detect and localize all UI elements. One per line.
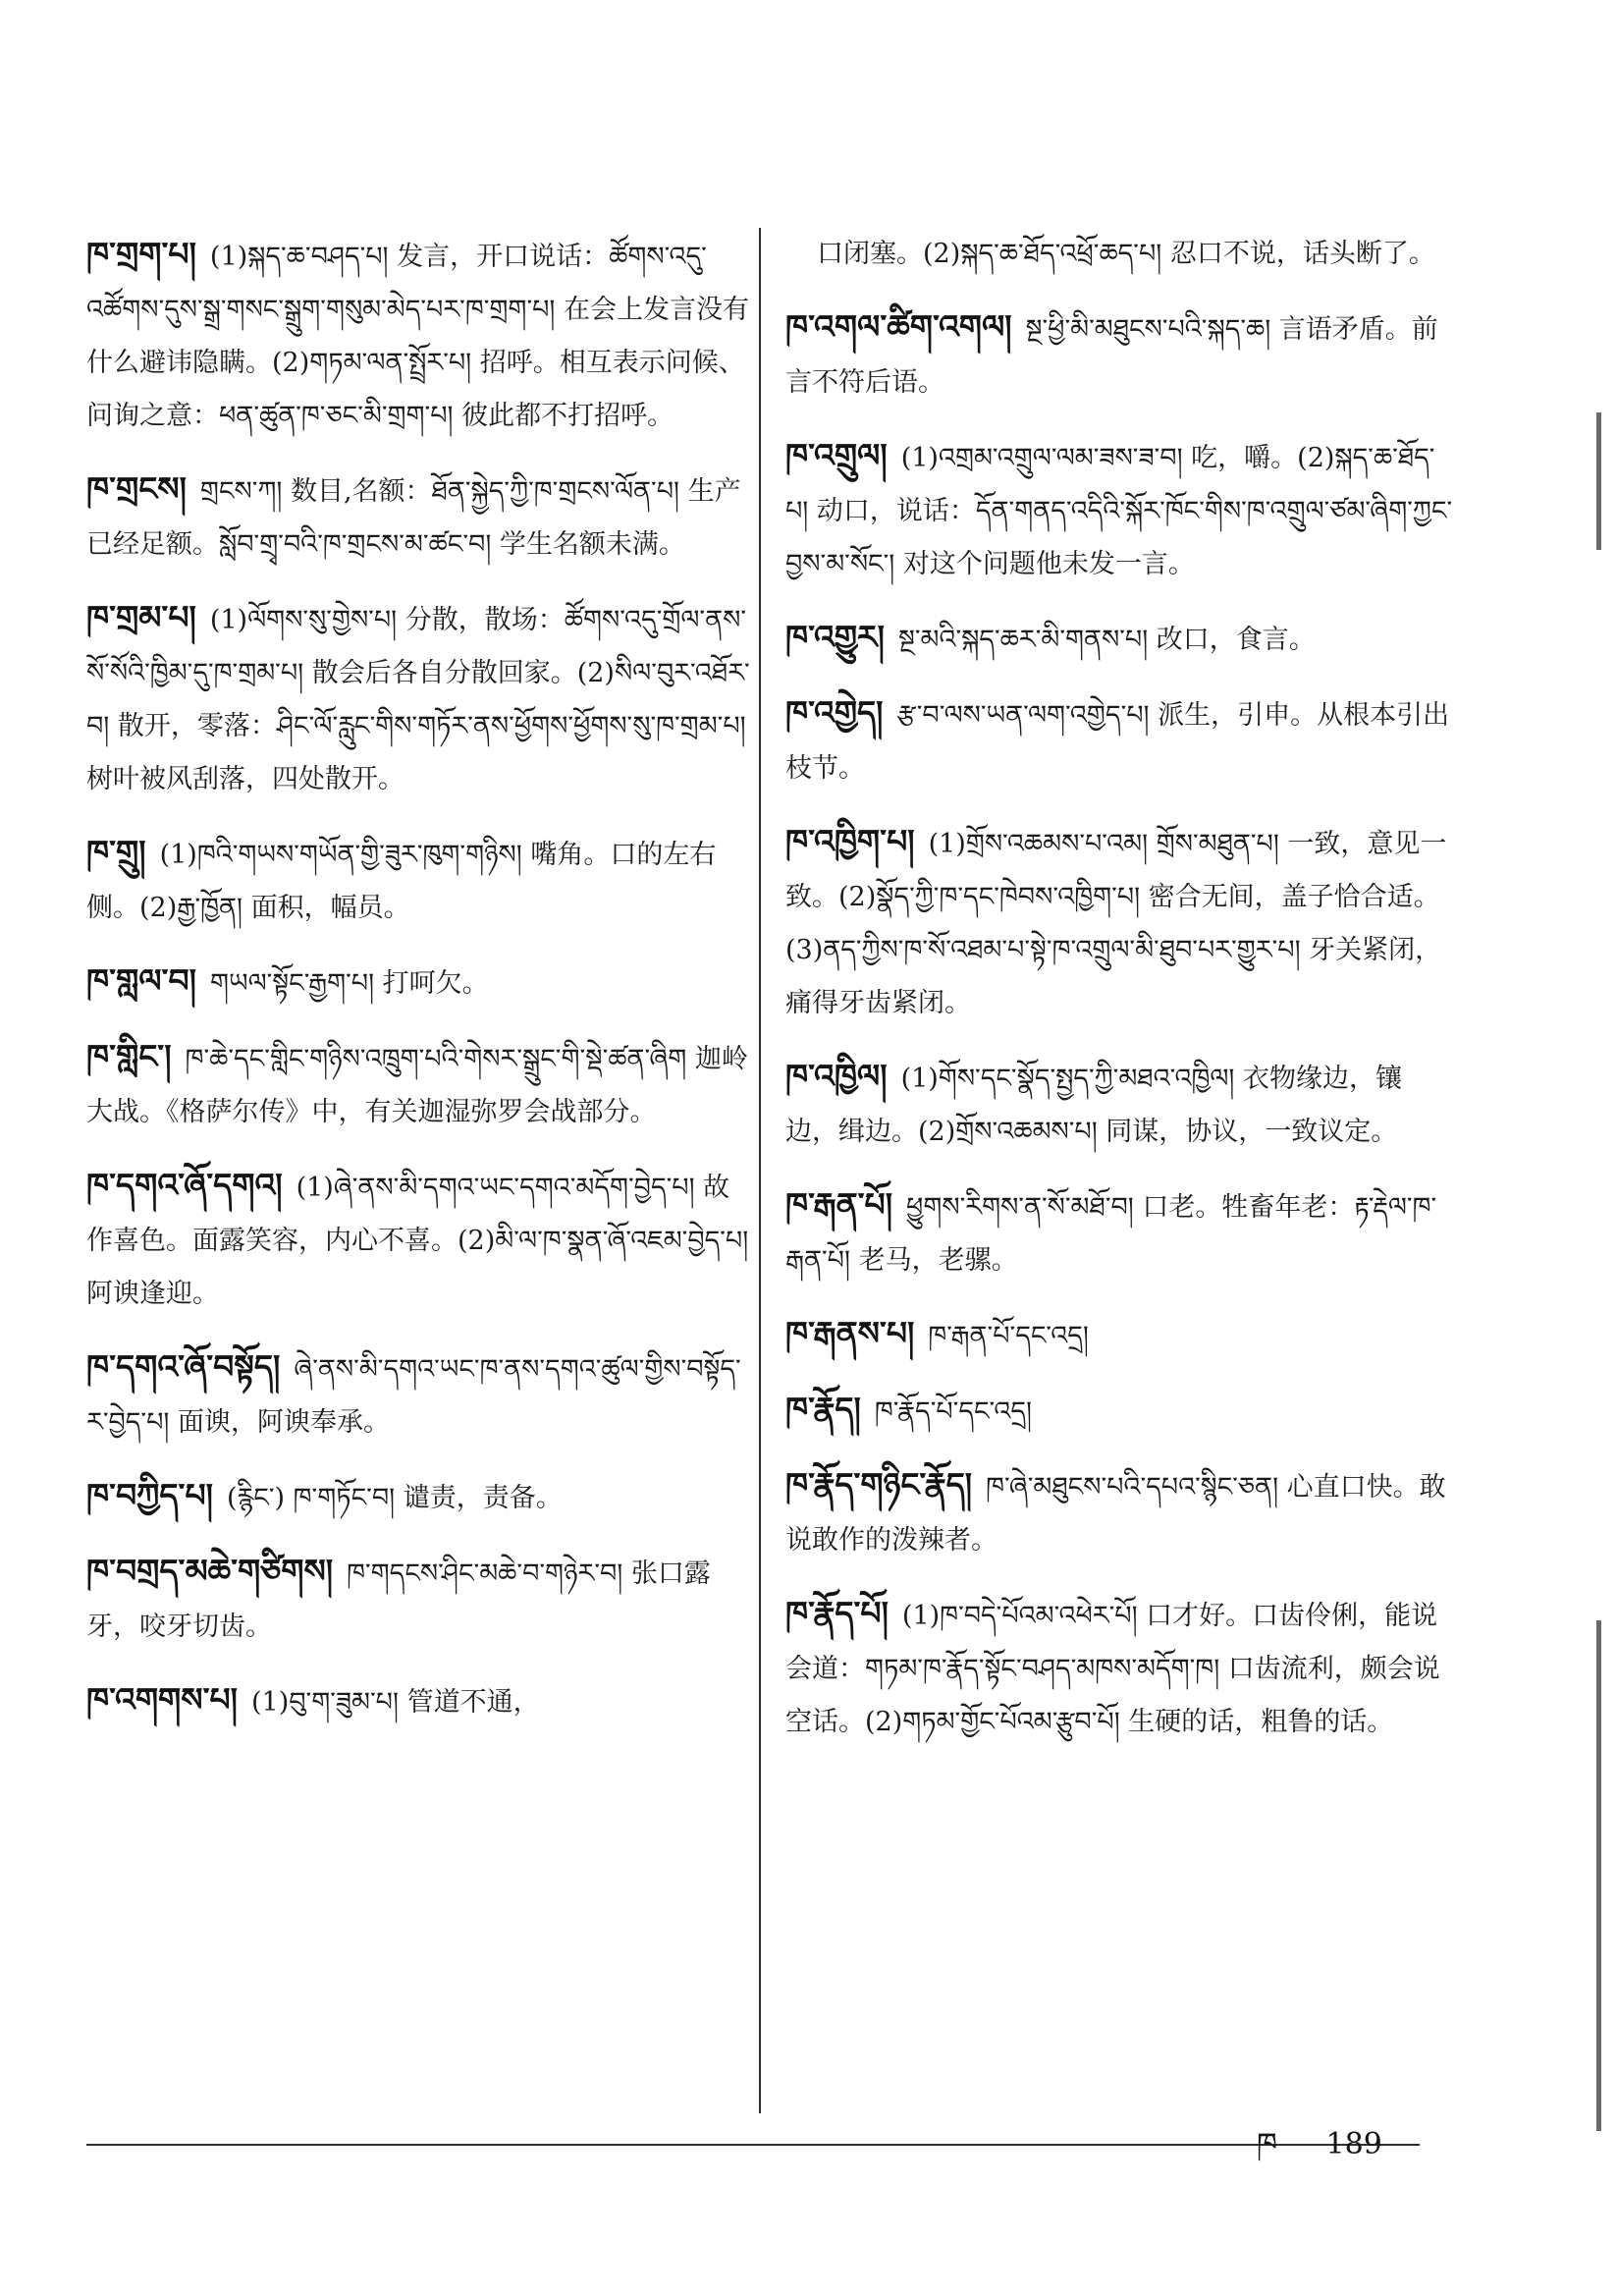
definition: གྲངས་ཀ། 数目,名额：ཐོན་སྐྱེད་ཀྱི་ཁ་གྲངས་ལོན་པ། 生产已经足额。སློབ་གྲྭ་བའི་ཁ་གྲངས་མ་ཚང་བ། 学生名额未满。 <box>86 476 741 560</box>
dictionary-entry <box>86 1159 754 1321</box>
definition: (1)སྐད་ཆ་བཤད་པ། 发言，开口说话：ཚོགས་འདུ་འཚོགས་དུས་སྒྲ་གསང་སྒྲུག་གསུམ་མེད་པར་ཁ་གྲག་པ། 在会上发言没有什么避讳隐瞒。(2)གཏམ་ལན་སྤྲོར་པ། 招呼。相互表示问候、问询之意：ཕན་ཚུན་ཁ་ཅང་མི་གྲག་པ། 彼此都不打招呼。 <box>86 242 749 431</box>
definition: ཁ་རྒན་པོ་དང་འདྲ། <box>928 1321 1089 1351</box>
headword: ཁ་འཁྱིག་པ། <box>785 822 915 860</box>
definition: (1)ཞེ་ནས་མི་དགའ་ཡང་དགའ་མདོག་བྱེད་པ། 故作喜色。面露笑容，内心不喜。(2)མི་ལ་ཁ་སྣན་ཞོ་འཇམ་བྱེད་པ། 阿谀逢迎。 <box>86 1173 749 1309</box>
dictionary-entry <box>86 1545 754 1654</box>
dictionary-entry <box>86 1469 754 1525</box>
dictionary-entry <box>86 463 754 572</box>
dictionary-entry <box>785 1178 1453 1287</box>
dictionary-entry <box>86 1673 754 1729</box>
headword: ཁ་གླིང་། <box>86 1037 172 1075</box>
dictionary-entry <box>785 429 1453 591</box>
headword: ཁ་གྲངས། <box>86 469 187 508</box>
definition: (1)ལོགས་སུ་གྱེས་པ། 分散，散场：ཚོགས་འདུ་གྲོལ་ནས་སོ་སོའི་ཁྱིམ་དུ་ཁ་གྲམ་པ། 散会后各自分散回家。(2)སིལ་བུར་འཐོར་བ། 散开，零落：ཤིང་ལོ་རླུང་གིས་གཏོར་ནས་ཕྱོགས་ཕྱོགས་སུ་ཁ་གྲམ་པ། 树叶被风刮落，四处散开。 <box>86 605 750 794</box>
dictionary-entry <box>785 1587 1453 1749</box>
dictionary-entry <box>785 301 1453 410</box>
definition: (1)ཁའི་གཡས་གཡོན་གྱི་ཟུར་ཁུག་གཉིས། 嘴角。口的左右侧。(2)རྒྱ་ཁྱོན། 面积，幅员。 <box>86 840 717 923</box>
headword: ཁ་གྲམ་པ། <box>86 598 196 636</box>
headword: ཁ་བགྲད་མཆེ་གཙིགས། <box>86 1552 334 1590</box>
dictionary-entry <box>86 826 754 935</box>
column-divider <box>759 228 761 2113</box>
definition: ཁ་ཆེ་དང་གླིང་གཉིས་འཁྲུག་པའི་གེསར་སྒྲུང་གི་སྡེ་ཚན་ཞིག 迦岭大战。《格萨尔传》中，有关迦湿弥罗会战部分。 <box>86 1044 748 1127</box>
definition: ཞེ་ནས་མི་དགའ་ཡང་ཁ་ནས་དགའ་ཚུལ་གྱིས་བསྟོད་ར་བྱེད་པ། 面谀，阿谀奉承。 <box>86 1354 741 1438</box>
headword: ཁ་འགྲུལ། <box>785 436 888 474</box>
dictionary-entry-continued <box>785 228 1453 281</box>
definition: གཡལ་སྟོང་རྒྱག་པ། 打呵欠。 <box>209 968 489 999</box>
scan-edge-mark <box>1596 412 1601 550</box>
headword: ཁ་འགགས་པ། <box>86 1680 238 1719</box>
dictionary-entry <box>785 686 1453 795</box>
definition: སྔ་མའི་སྐད་ཆར་མི་གནས་པ། 改口，食言。 <box>897 625 1316 655</box>
definition: ཕྱུགས་རིགས་ན་སོ་མཐོ་བ། 口老。牲畜年老：རྟ་རྡེལ་ཁ་རྒན་པོ། 老马，老骡。 <box>785 1192 1437 1276</box>
scan-edge-mark <box>1596 1620 1601 2131</box>
headword: ཁ་འགྱུར། <box>785 618 885 656</box>
definition: (1)བུ་ག་ཟུམ་པ། 管道不通， <box>250 1687 540 1718</box>
headword: ཁ་འགྱེད། <box>785 693 884 732</box>
definition: (1)གྲོས་འཆམས་པ་འམ། གྲོས་མཐུན་པ། 一致，意见一致。(2)སྣོད་ཀྱི་ཁ་དང་ཁེབས་འཁྱིག་པ། 密合无间，盖子恰合适。(3)ནད་ཀྱིས་ཁ་སོ་འཐམ་པ་སྟེ་ཁ་འགྲུལ་མི་ཐུབ་པར་གྱུར་པ། 牙关紧闭，痛得牙齿紧闭。 <box>785 829 1447 1018</box>
definition: སྔ་ཕྱི་མི་མཐུངས་པའི་སྐད་ཆ། 言语矛盾。前言不符后语。 <box>785 314 1438 398</box>
dictionary-entry <box>86 228 754 443</box>
right-column <box>785 228 1453 1769</box>
headword: ཁ་རྣོད་པོ། <box>785 1594 889 1632</box>
definition: (1)འགྲམ་འགྲུལ་ལམ་ཟས་ཟ་བ། 吃，嚼。(2)སྐད་ཆ་ཐོད་པ། 动口，说话：དོན་གནད་འདིའི་སྐོར་ཁོང་གིས་ཁ་འགྲུལ་ཙམ་ཞིག་ཀྱང་བྱས་མ་སོང་། 对这个问题他未发一言。 <box>785 443 1453 579</box>
definition: (རྙིང་) ཁ་གཏོང་བ། 谴责，责备。 <box>226 1483 563 1513</box>
headword: ཁ་གྲག་པ། <box>86 235 196 273</box>
dictionary-entry <box>86 1340 754 1449</box>
definition: ཁ་གདངས་ཤིང་མཆེ་བ་གཉེར་བ། 张口露牙，咬牙切齿。 <box>86 1558 711 1642</box>
headword: ཁ་རྒན་པོ། <box>785 1185 893 1224</box>
headword: ཁ་རྒནས་པ། <box>785 1314 915 1352</box>
definition: (1)ཁ་བདེ་པོའམ་འཕེར་པོ། 口才好。口齿伶俐，能说会道：གཏམ་ཁ་རྣོད་སྟོང་བཤད་མཁས་མདོག་ཁ། 口齿流利，颇会说空话。(2)གཏམ་གྱོང་པོའམ་རྩུབ་པོ། 生硬的话，粗鲁的话。 <box>785 1601 1440 1737</box>
headword: ཁ་རྣོད་གཉིང་རྣོད། <box>785 1465 973 1503</box>
dictionary-entry <box>86 591 754 806</box>
headword: ཁ་འགལ་ཚིག་འགལ། <box>785 307 1012 346</box>
dictionary-entry <box>86 955 754 1011</box>
page-footer <box>1217 2111 1382 2194</box>
headword: ཁ་དགའ་ཞོ་དགའ། <box>86 1166 283 1204</box>
dictionary-entry <box>86 1030 754 1139</box>
headword: ཁ་བཀྱིད་པ། <box>86 1476 213 1514</box>
dictionary-entry <box>785 1383 1453 1439</box>
headword: ཁ་དགའ་ཞོ་བསྟོད། <box>86 1347 281 1386</box>
definition: ཁ་ཞེ་མཐུངས་པའི་དཔའ་སྙིང་ཅན། 心直口快。敢说敢作的泼辣者。 <box>785 1472 1446 1556</box>
dictionary-entry <box>785 1050 1453 1159</box>
definition: (1)གོས་དང་སྣོད་སྤྱད་ཀྱི་མཐའ་འཁྱིལ། 衣物缘边，镶边，缉边。(2)གྲོས་འཆམས་པ། 同谋，协议，一致议定。 <box>785 1064 1403 1147</box>
page-number: 189 <box>1325 2127 1382 2161</box>
dictionary-entry <box>785 611 1453 667</box>
dictionary-entry <box>785 815 1453 1030</box>
definition: ཁ་རྣོད་པོ་དང་འདྲ། <box>874 1396 1033 1427</box>
headword: ཁ་གྲུ། <box>86 833 146 871</box>
definition: 口闭塞。(2)སྐད་ཆ་ཐོད་འཕྲོ་ཆད་པ། 忍口不说，话头断了。 <box>817 239 1435 269</box>
dictionary-entry <box>785 1307 1453 1363</box>
headword: ཁ་གླལ་བ། <box>86 961 196 1000</box>
headword: ཁ་འཁྱིལ། <box>785 1057 888 1095</box>
definition: རྩ་བ་ལས་ཡན་ལག་འགྱེད་པ། 派生，引申。从根本引出枝节。 <box>785 700 1450 784</box>
left-column <box>86 228 754 1749</box>
section-letter: ཁ <box>1257 2127 1277 2161</box>
headword: ཁ་རྣོད། <box>785 1390 861 1428</box>
dictionary-entry <box>785 1458 1453 1567</box>
